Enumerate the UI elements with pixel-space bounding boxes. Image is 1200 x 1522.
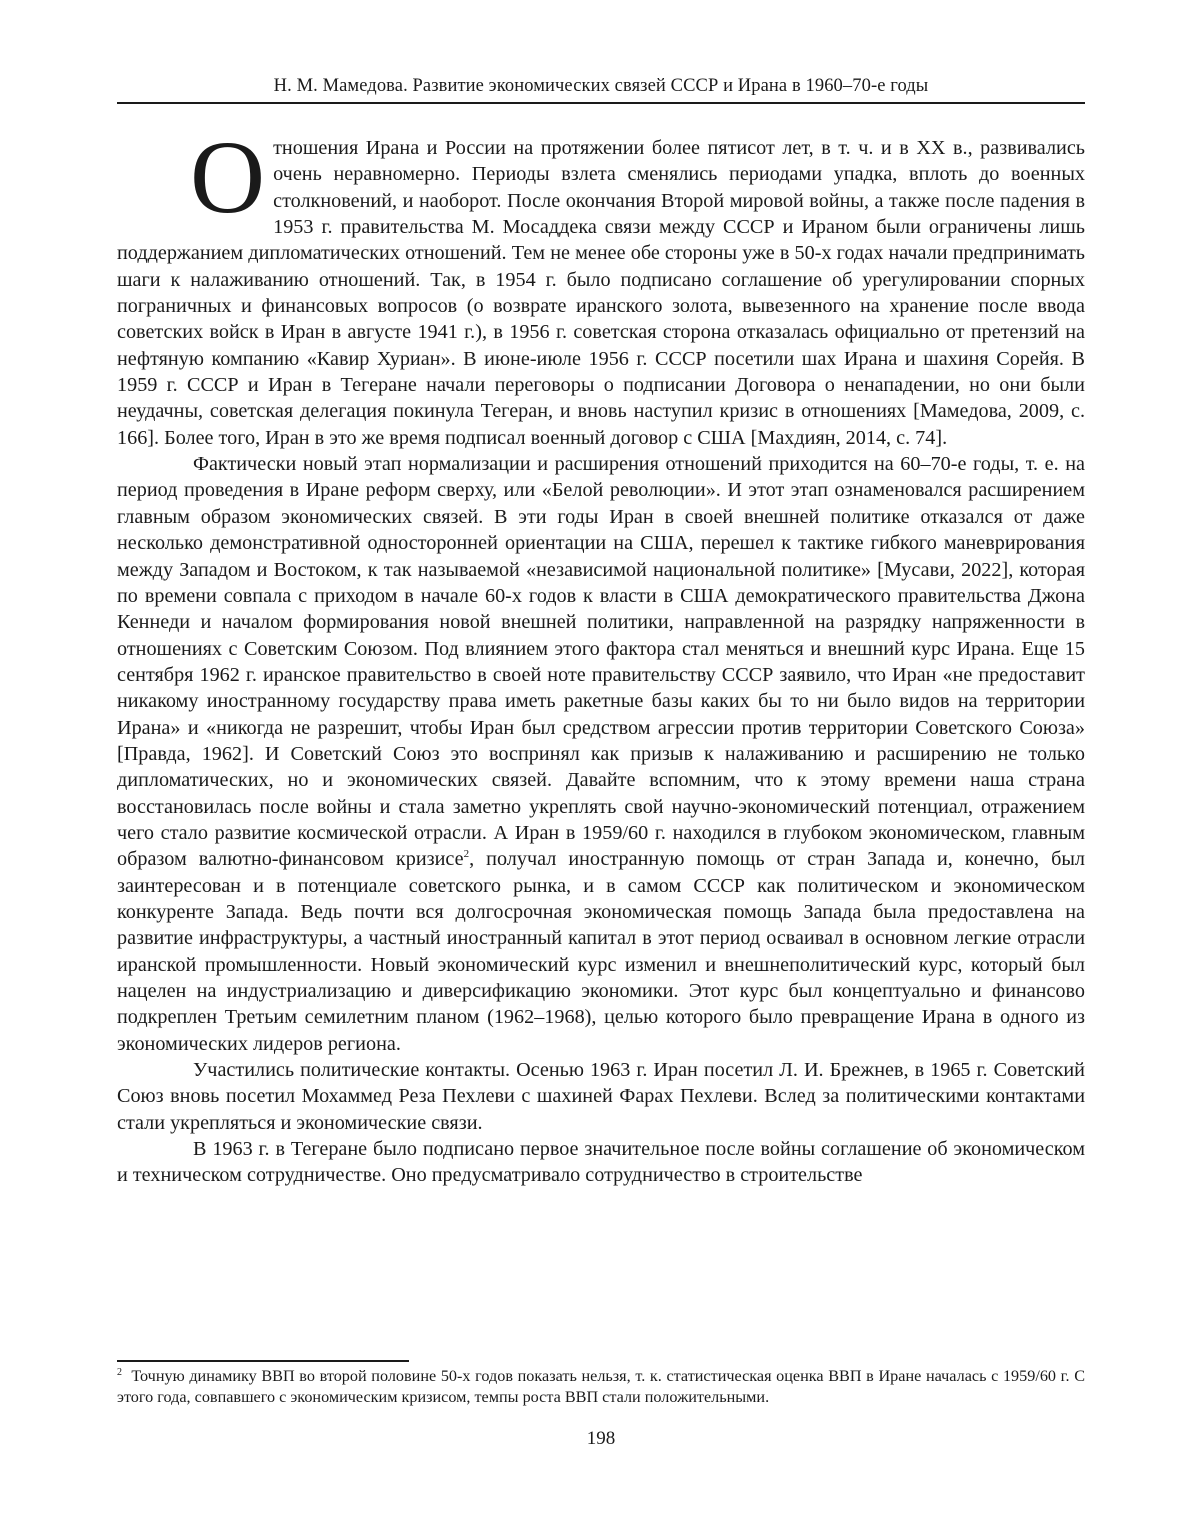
- paragraph-2: [117, 451, 1085, 1057]
- header-rule: [117, 102, 1085, 104]
- running-head: Н. М. Мамедова. Развитие экономических связей СССР и Ирана в 1960–70-е годы: [273, 76, 929, 96]
- drop-cap: О: [190, 120, 266, 235]
- paragraph-1: [117, 120, 1085, 451]
- footnote-rule: [117, 1360, 409, 1362]
- footnote: [117, 1366, 1085, 1408]
- paragraph-3: Участились политические контакты. Осенью 1963 г. Иран посетил Л. И. Брежнев, в 1965 г. Советский Союз вновь посетил Мохаммед Реза Пехлеви с шахиней Фарах Пехлеви. Вслед за политическими контактами стали укрепляться и экономические связи.: [117, 1059, 1085, 1134]
- footnote-reference[interactable]: 2: [463, 848, 470, 861]
- footnote-number: 2: [117, 1367, 122, 1378]
- paragraph-2-text-b: , получал иностранную помощь от стран Запада и, конечно, был заинтересован и в потенциале советского рынка, и в самом СССР как политическом и экономическом конкуренте Запада. Ведь почти вся долгосрочная экономическая помощь Запада была предоставлена на развитие инфраструктуры, а частный иностранный капитал в этот период осваивал в основном легкие отрасли иранской промышленности. Новый экономический курс изменил и внешнеполитический курс, который был нацелен на индустриализацию и диверсификацию экономики. Этот курс был концептуально и финансово подкреплен Третьим семилетним планом (1962–1968), целью которого было превращение Ирана в одного из экономических лидеров региона.: [117, 848, 1085, 1055]
- paragraph-4: В 1963 г. в Тегеране было подписано первое значительное после войны соглашение об экономическом и техническом сотрудничестве. Оно предусматривало сотрудничество в строительстве: [117, 1138, 1085, 1187]
- paragraph-1-text: тношения Ирана и России на протяжении более пятисот лет, в т. ч. и в XX в., развивались очень неравномерно. Периоды взлета сменялись периодами упадка, вплоть до военных столкновений, и наоборот. После окончания Второй мировой войны, а также после падения в 1953 г. правительства М. Мосаддека связи между СССР и Ираном были ограничены лишь поддержанием дипломатических отношений. Тем не менее обе стороны уже в 50-х годах начали предпринимать шаги к налаживанию отношений. Так, в 1954 г. было подписано соглашение об урегулировании спорных пограничных и финансовых вопросов (о возврате иранского золота, вывезенного на хранение после ввода советских войск в Иран в августе 1941 г.), в 1956 г. советская сторона отказалась официально от претензий на нефтяную компанию «Кавир Хуриан». В июне-июле 1956 г. СССР посетили шах Ирана и шахиня Сорейя. В 1959 г. СССР и Иран в Тегеране начали переговоры о подписании Договора о ненападении, но они были неудачны, советская делегация покинула Тегеран, и вновь наступил кризис в отношениях [Мамедова, 2009, с. 166]. Более того, Иран в это же время подписал военный договор с США [Махдиян, 2014, с. 74].: [117, 137, 1085, 449]
- footnote-text: Точную динамику ВВП во второй половине 50-х годов показать нельзя, т. к. статистическая оценка ВВП в Иране началась с 1959/60 г. С этого года, совпавшего с экономическим кризисом, темпы роста ВВП стали положительными.: [117, 1367, 1085, 1406]
- paragraph-2-text-a: Фактически новый этап нормализации и расширения отношений приходится на 60–70-е годы, т. е. на период проведения в Иране реформ сверху, или «Белой революции». И этот этап ознаменовался расширением главным образом экономических связей. В эти годы Иран в своей внешней политике отказался от даже несколько демонстративной односторонней ориентации на США, перешел к тактике гибкого маневрирования между Западом и Востоком, к так называемой «независимой национальной политике» [Мусави, 2022], которая по времени совпала с приходом в начале 60-х годов к власти в США демократического правительства Джона Кеннеди и началом формирования новой внешней политики, направленной на разрядку напряженности в отношениях с Советским Союзом. Под влиянием этого фактора стал меняться и внешний курс Ирана. Еще 15 сентября 1962 г. иранское правительство в своей ноте правительству СССР заявило, что Иран «не предоставит никакому иностранному государству права иметь ракетные базы каких бы то ни было видов на территории Ирана» и «никогда не разрешит, чтобы Иран был средством агрессии против территории Советского Союза» [Правда, 1962]. И Советский Союз это воспринял как призыв к налаживанию и расширению не только дипломатических, но и экономических связей. Давайте вспомним, что к этому времени наша страна восстановилась после войны и стала заметно укреплять свой научно-экономический потенциал, отражением чего стало развитие космической отрасли. А Иран в 1959/60 г. находился в глубоком экономическом, главным образом валютно-финансовом кризисе: [117, 453, 1085, 871]
- article-body: [117, 120, 1085, 1189]
- page-number: 198: [586, 1428, 616, 1449]
